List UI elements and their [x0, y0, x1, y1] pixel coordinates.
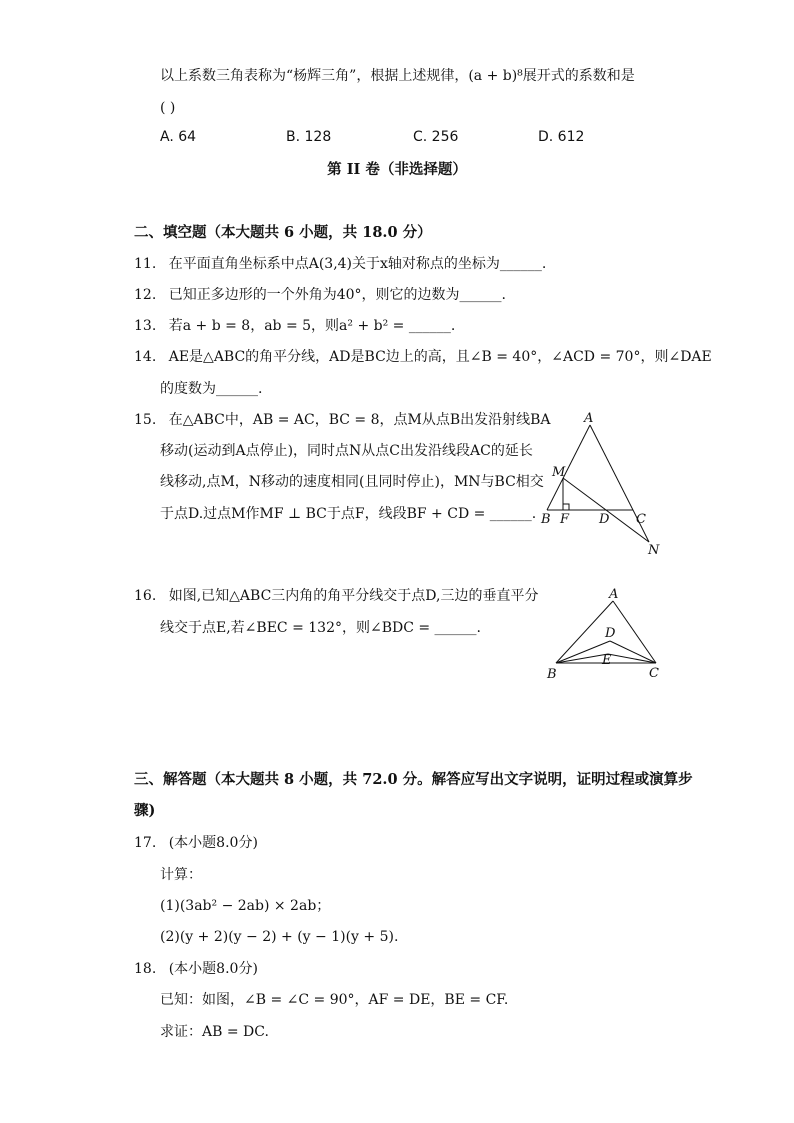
- q16-line2: 线交于点E,若∠BEC = 132°，则∠BDC = ______.: [160, 620, 482, 636]
- q15-line3: 线移动,点M，N移动的速度相同(且同时停止)，MN与BC相交: [160, 474, 544, 490]
- q10-answer-paren: ( ): [160, 100, 176, 116]
- q17-score: (本小题8.0分): [168, 835, 258, 851]
- q18-number: 18.: [134, 961, 157, 977]
- q15-figure: [535, 408, 670, 558]
- q16-line1: [134, 586, 538, 606]
- label-a: A: [584, 411, 594, 426]
- section2-heading: 二、填空题（本大题共 6 小题，共 18.0 分）: [134, 224, 432, 241]
- q16-figure: [540, 585, 670, 685]
- q15-line2: 移动(运动到A点停止)，同时点N从点C出发沿线段AC的延长: [160, 443, 533, 459]
- q11: [134, 254, 546, 274]
- q13-text: 若a + b = 8，ab = 5，则a² + b² = ______.: [168, 318, 456, 334]
- q11-text: 在平面直角坐标系中点A(3,4)关于x轴对称点的坐标为______.: [168, 256, 547, 272]
- label-c: C: [636, 512, 646, 527]
- label-c: C: [649, 666, 659, 681]
- label-b: B: [541, 512, 551, 527]
- q15-number: 15.: [134, 412, 157, 428]
- label-a: A: [609, 587, 619, 602]
- q15-line4: 于点D.过点M作MF ⊥ BC于点F，线段BF + CD = ______.: [160, 506, 537, 522]
- right-angle-mark: [563, 504, 569, 510]
- section3-heading-line1: 三、解答题（本大题共 8 小题，共 72.0 分。解答应写出文字说明，证明过程或演算步: [134, 771, 693, 788]
- q17-number: 17.: [134, 835, 157, 851]
- segment-ac: [613, 601, 656, 663]
- segment-cd: [610, 641, 656, 663]
- segment-ce: [608, 654, 656, 663]
- q15-text1: 在△ABC中，AB = AC，BC = 8，点M从点B出发沿射线BA: [168, 412, 551, 428]
- q12-number: 12.: [134, 287, 157, 303]
- q14-line2: 的度数为______.: [160, 381, 263, 397]
- label-f: F: [560, 512, 570, 527]
- part2-title: 第 II 卷（非选择题）: [327, 161, 467, 178]
- q16-text1: 如图,已知△ABC三内角的角平分线交于点D,三边的垂直平分: [168, 588, 539, 604]
- q12-text: 已知正多边形的一个外角为40°，则它的边数为______.: [168, 287, 506, 303]
- option-a[interactable]: A. 64: [160, 129, 197, 145]
- option-d[interactable]: D. 612: [538, 129, 585, 145]
- q18-header: [134, 959, 258, 979]
- option-c[interactable]: C. 256: [413, 129, 459, 145]
- q12: [134, 285, 506, 305]
- q17-prompt: 计算：: [160, 867, 202, 883]
- q17-item1: (1)(3ab² − 2ab) × 2ab；: [160, 898, 331, 914]
- q14-text: AE是△ABC的角平分线，AD是BC边上的高，且∠B = 40°，∠ACD = 70°，则∠DAE: [168, 349, 712, 365]
- q14-line1: [134, 347, 712, 367]
- segment-be: [556, 654, 608, 663]
- q17-item2: (2)(y + 2)(y − 2) + (y − 1)(y + 5).: [160, 929, 399, 945]
- q13-number: 13.: [134, 318, 157, 334]
- q17-header: [134, 833, 258, 853]
- q15-line1: [134, 410, 551, 430]
- q18-score: (本小题8.0分): [168, 961, 258, 977]
- label-e: E: [602, 653, 612, 668]
- segment-ac: [590, 425, 633, 510]
- q11-number: 11.: [134, 256, 157, 272]
- label-d: D: [599, 512, 610, 527]
- option-b[interactable]: B. 128: [286, 129, 332, 145]
- section3-heading-line2: 骤): [134, 802, 156, 819]
- label-m: M: [552, 465, 566, 480]
- label-d: D: [605, 626, 616, 641]
- q10-stem-line1: 以上系数三角表称为“杨辉三角”，根据上述规律，(a + b)⁸展开式的系数和是: [160, 68, 635, 84]
- q13: [134, 316, 455, 336]
- q18-prove: 求证：AB = DC.: [160, 1024, 269, 1040]
- q14-number: 14.: [134, 349, 157, 365]
- label-n: N: [648, 543, 660, 558]
- q16-number: 16.: [134, 588, 157, 604]
- label-b: B: [547, 667, 557, 682]
- q18-given: 已知：如图，∠B = ∠C = 90°，AF = DE，BE = CF.: [160, 992, 509, 1008]
